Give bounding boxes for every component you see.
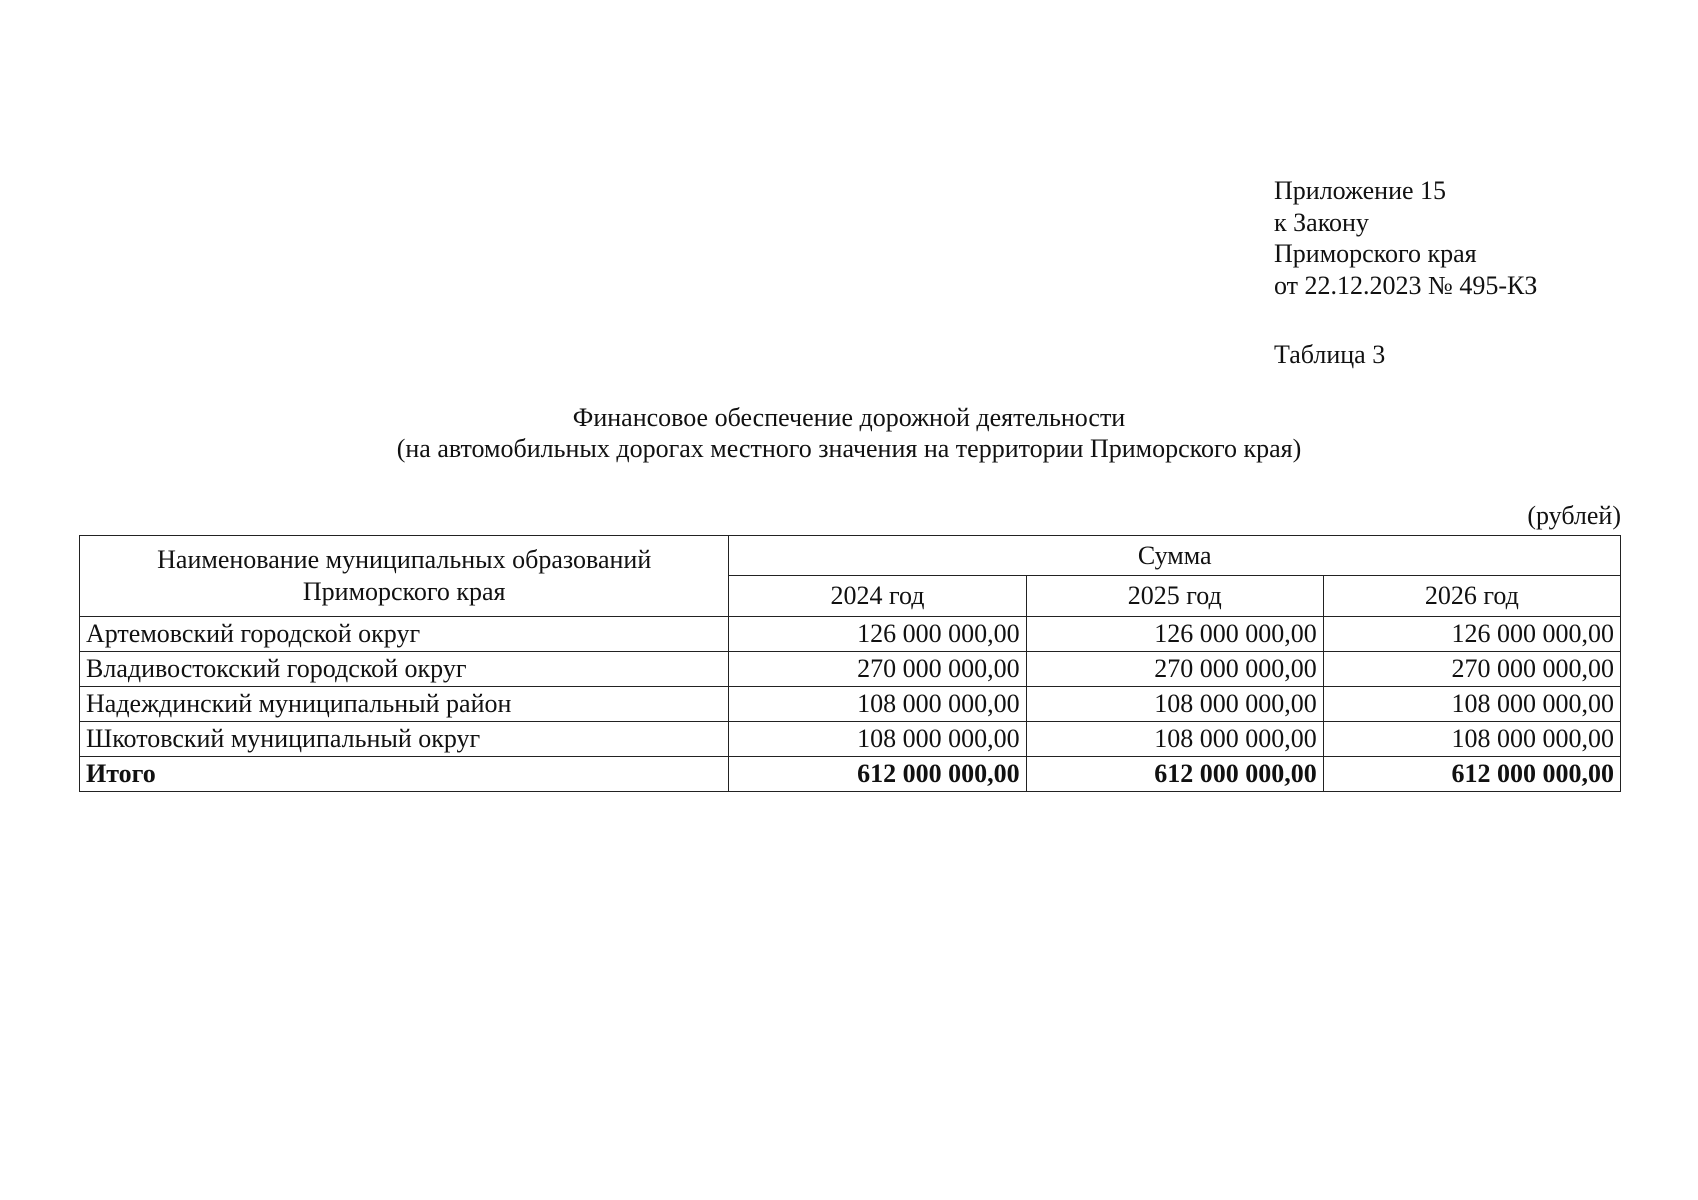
- total-2024: 612 000 000,00: [729, 757, 1026, 792]
- annex-date-number: от 22.12.2023 № 495-КЗ: [1274, 270, 1538, 300]
- annex-law-ref: к Закону: [1274, 207, 1369, 237]
- table-row: [80, 617, 1621, 652]
- total-label: Итого: [80, 757, 729, 792]
- municipality-name: Надеждинский муниципальный район: [80, 687, 729, 722]
- amount-2025: 108 000 000,00: [1026, 722, 1323, 757]
- amount-2024: 270 000 000,00: [729, 652, 1026, 687]
- total-2025: 612 000 000,00: [1026, 757, 1323, 792]
- table-row: [80, 652, 1621, 687]
- column-header-2026: 2026 год: [1323, 576, 1620, 617]
- amount-2026: 108 000 000,00: [1323, 722, 1620, 757]
- title-line-2: (на автомобильных дорогах местного значения на территории Приморского края): [396, 434, 1302, 463]
- amount-2026: 126 000 000,00: [1323, 617, 1620, 652]
- amount-2025: 108 000 000,00: [1026, 687, 1323, 722]
- column-header-name-line-2: Приморского края: [302, 577, 506, 606]
- column-header-name: [80, 536, 729, 617]
- header-row: [80, 536, 1621, 576]
- column-header-name-line-1: Наименование муниципальных образований: [157, 545, 652, 574]
- total-2026: 612 000 000,00: [1323, 757, 1620, 792]
- table-row: [80, 687, 1621, 722]
- annex-reference: [1274, 175, 1537, 301]
- amount-2025: 270 000 000,00: [1026, 652, 1323, 687]
- amount-2024: 126 000 000,00: [729, 617, 1026, 652]
- total-row: [80, 757, 1621, 792]
- amount-2026: 108 000 000,00: [1323, 687, 1620, 722]
- annex-region: Приморского края: [1274, 239, 1477, 268]
- table-number: Таблица 3: [1274, 340, 1386, 369]
- units-label: (рублей): [1527, 501, 1621, 530]
- amount-2024: 108 000 000,00: [729, 722, 1026, 757]
- annex-number: Приложение 15: [1274, 176, 1447, 205]
- document-title: [0, 402, 1698, 464]
- amount-2025: 126 000 000,00: [1026, 617, 1323, 652]
- amount-2024: 108 000 000,00: [729, 687, 1026, 722]
- title-line-1: Финансовое обеспечение дорожной деятельности: [572, 403, 1126, 432]
- amount-2026: 270 000 000,00: [1323, 652, 1620, 687]
- column-header-sum: Сумма: [729, 536, 1621, 576]
- table-row: [80, 722, 1621, 757]
- municipality-name: Артемовский городской округ: [80, 617, 729, 652]
- column-header-2024: 2024 год: [729, 576, 1026, 617]
- column-header-2025: 2025 год: [1026, 576, 1323, 617]
- municipality-name: Шкотовский муниципальный округ: [80, 722, 729, 757]
- municipality-name: Владивостокский городской округ: [80, 652, 729, 687]
- financing-table: [79, 535, 1621, 792]
